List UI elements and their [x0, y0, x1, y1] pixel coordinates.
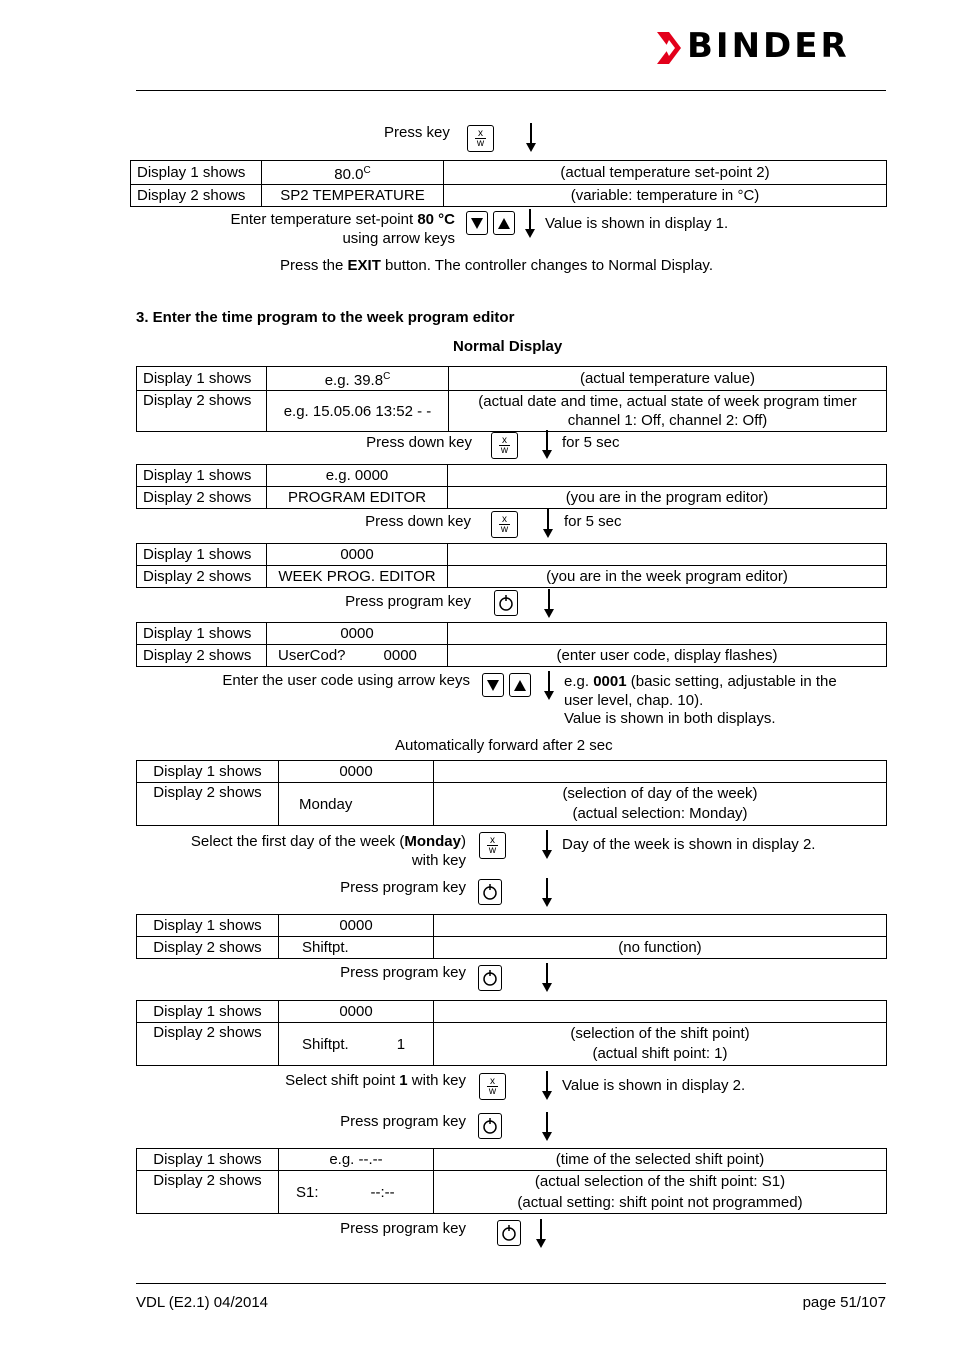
xw-key-icon: x w — [491, 511, 518, 538]
user-code-instruction: Enter the user code using arrow keys — [222, 672, 470, 689]
row-label: Display 1 shows — [137, 1149, 279, 1171]
enter-setpoint-instruction: Enter temperature set-point 80 °C using arrow keys — [230, 211, 455, 247]
description: (you are in the week program editor) — [448, 566, 887, 588]
binder-logo — [655, 26, 887, 66]
program-key-icon — [478, 1113, 502, 1139]
normal-display-label: Normal Display — [453, 338, 563, 355]
press-program-key-label: Press program key — [340, 879, 466, 896]
arrow-down-key-icon — [466, 211, 488, 235]
display-value: PROGRAM EDITOR — [267, 487, 448, 509]
duration-note: for 5 sec — [564, 513, 622, 530]
select-shift-instruction: Select shift point 1 with key — [285, 1072, 466, 1089]
press-program-key-label: Press program key — [340, 1113, 466, 1130]
display-table-sp2 — [130, 160, 887, 207]
press-program-key-label: Press program key — [340, 1220, 466, 1237]
display-value: e.g. 15.05.06 13:52 - - — [267, 391, 449, 432]
table-row — [137, 1149, 887, 1171]
down-arrow-icon — [535, 1219, 547, 1249]
table-row — [137, 544, 887, 566]
display-value: SP2 TEMPERATURE — [262, 185, 444, 207]
logo-mark-icon — [655, 30, 687, 66]
display-value: $80.0^C$ — [262, 161, 444, 185]
display-table-shiftpt — [136, 914, 887, 959]
row-label: Display 2 shows — [131, 185, 262, 207]
description: (actual date and time, actual state of week program timer channel 1: Off, channel 2: Off) — [449, 391, 887, 432]
table-row — [137, 1023, 887, 1066]
row-label: Display 2 shows — [137, 1171, 279, 1214]
description: (selection of the shift point) (actual shift point: 1) — [434, 1023, 887, 1066]
row-label: Display 1 shows — [137, 465, 267, 487]
display-value: 0000 — [279, 915, 434, 937]
table-row — [137, 566, 887, 588]
program-key-icon — [478, 965, 502, 991]
xw-key-icon: x w — [467, 125, 494, 152]
table-row — [131, 161, 887, 185]
display-table-program-editor — [136, 464, 887, 509]
header-rule — [136, 90, 886, 91]
display-table-shift-time — [136, 1148, 887, 1214]
row-label: Display 1 shows — [137, 623, 267, 645]
description — [434, 1001, 887, 1023]
display-value: e.g. 0000 — [267, 465, 448, 487]
table-row — [137, 1001, 887, 1023]
arrow-up-key-icon — [509, 673, 531, 697]
description — [448, 623, 887, 645]
row-label: Display 1 shows — [131, 161, 262, 185]
row-label: Display 1 shows — [137, 367, 267, 391]
table-row — [137, 783, 887, 826]
table-row — [137, 937, 887, 959]
down-arrow-icon — [542, 509, 554, 539]
table-row — [137, 1171, 887, 1214]
description: (selection of day of the week) (actual selection: Monday) — [434, 783, 887, 826]
description: (variable: temperature in °C) — [444, 185, 887, 207]
description: (actual selection of the shift point: S1) (actual setting: shift point not programmed) — [434, 1171, 887, 1214]
table-row — [137, 367, 887, 391]
duration-note: for 5 sec — [562, 434, 620, 451]
table-row — [137, 623, 887, 645]
user-code-note: e.g. 0001 (basic setting, adjustable in the user level, chap. 10). Value is shown in both displays. — [564, 673, 837, 727]
footer-page-number: page 51/107 — [802, 1294, 886, 1311]
row-label: Display 2 shows — [137, 645, 267, 667]
description: (actual temperature set-point 2) — [444, 161, 887, 185]
display-value: WEEK PROG. EDITOR — [267, 566, 448, 588]
table-row — [137, 645, 887, 667]
description — [434, 761, 887, 783]
footer-version: VDL (E2.1) 04/2014 — [136, 1294, 269, 1311]
description — [434, 915, 887, 937]
display-value: e.g. --.-- — [279, 1149, 434, 1171]
table-row — [137, 487, 887, 509]
down-arrow-icon — [541, 1071, 553, 1101]
press-key-label: Press key — [384, 124, 450, 141]
row-label: Display 1 shows — [137, 1001, 279, 1023]
table-row — [137, 761, 887, 783]
press-program-key-label: Press program key — [345, 593, 471, 610]
section-heading: 3. Enter the time program to the week program editor — [136, 309, 515, 326]
display-table-shift-select — [136, 1000, 887, 1066]
row-label: Display 2 shows — [137, 487, 267, 509]
xw-key-icon: x w — [479, 832, 506, 859]
table-row — [131, 185, 887, 207]
display-value: Shiftpt. — [279, 937, 434, 959]
display-value: 0000 — [279, 761, 434, 783]
press-down-key-label: Press down key — [366, 434, 472, 451]
display-value: 0000 — [267, 544, 448, 566]
down-arrow-icon — [541, 1112, 553, 1142]
display-value: 0000 — [279, 1001, 434, 1023]
table-row — [137, 465, 887, 487]
display-table-normal — [136, 366, 887, 432]
auto-forward-note: Automatically forward after 2 sec — [395, 737, 613, 754]
row-label: Display 1 shows — [137, 544, 267, 566]
down-arrow-icon — [525, 123, 537, 153]
arrow-up-key-icon — [493, 211, 515, 235]
press-down-key-label: Press down key — [365, 513, 471, 530]
row-label: Display 2 shows — [137, 783, 279, 826]
row-label: Display 2 shows — [137, 1023, 279, 1066]
select-day-instruction: Select the first day of the week (Monday) with key — [190, 833, 466, 869]
value-shown-note: Value is shown in display 1. — [545, 215, 729, 232]
brand-name: BINDER — [687, 26, 850, 66]
description: (time of the selected shift point) — [434, 1149, 887, 1171]
row-label: Display 2 shows — [137, 937, 279, 959]
display-value: Shiftpt. 1 — [279, 1023, 434, 1066]
description: (you are in the program editor) — [448, 487, 887, 509]
display-table-day-select — [136, 760, 887, 826]
table-row — [137, 391, 887, 432]
down-arrow-icon — [541, 878, 553, 908]
row-label: Display 2 shows — [137, 566, 267, 588]
description — [448, 465, 887, 487]
down-arrow-icon — [543, 671, 555, 701]
program-key-icon — [478, 879, 502, 905]
row-label: Display 1 shows — [137, 915, 279, 937]
display-value: S1: --:-- — [279, 1171, 434, 1214]
description: (enter user code, display flashes) — [448, 645, 887, 667]
display-value: UserCod? 0000 — [267, 645, 448, 667]
program-key-icon — [497, 1220, 521, 1246]
down-arrow-icon — [543, 589, 555, 619]
row-label: Display 2 shows — [137, 391, 267, 432]
press-program-key-label: Press program key — [340, 964, 466, 981]
arrow-down-key-icon — [482, 673, 504, 697]
display-table-week-editor — [136, 543, 887, 588]
program-key-icon — [494, 590, 518, 616]
down-arrow-icon — [541, 963, 553, 993]
xw-key-icon: x w — [491, 432, 518, 459]
exit-instruction: Press the EXIT button. The controller changes to Normal Display. — [280, 257, 713, 274]
down-arrow-icon — [541, 430, 553, 460]
down-arrow-icon — [541, 830, 553, 860]
display-value: e.g. $39.8^C$ — [267, 367, 449, 391]
table-row — [137, 915, 887, 937]
down-arrow-icon — [524, 209, 536, 239]
shift-shown-note: Value is shown in display 2. — [562, 1077, 746, 1094]
display-value: 0000 — [267, 623, 448, 645]
row-label: Display 1 shows — [137, 761, 279, 783]
day-shown-note: Day of the week is shown in display 2. — [562, 836, 816, 853]
description: (actual temperature value) — [449, 367, 887, 391]
xw-key-icon: x w — [479, 1073, 506, 1100]
display-value: Monday — [279, 783, 434, 826]
display-table-usercode — [136, 622, 887, 667]
description — [448, 544, 887, 566]
footer-rule — [136, 1283, 886, 1284]
description: (no function) — [434, 937, 887, 959]
